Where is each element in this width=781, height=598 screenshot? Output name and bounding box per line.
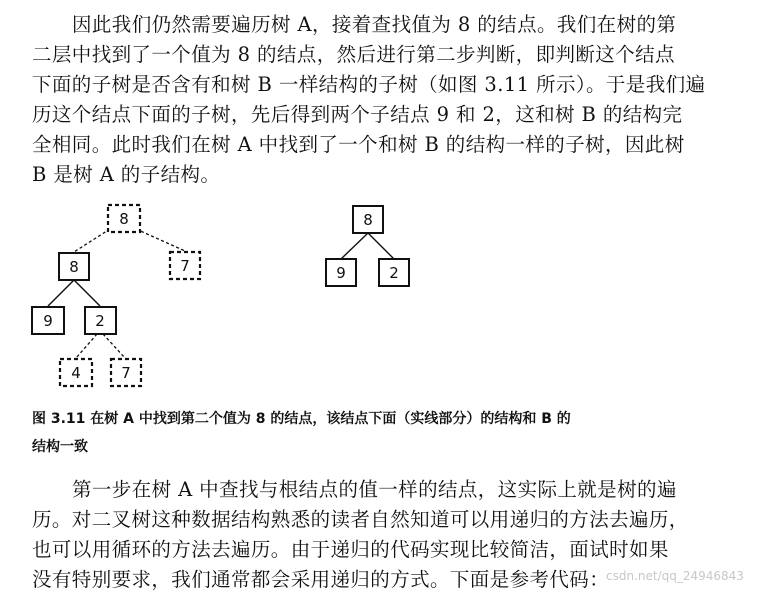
tree-a-root-right-label: 7 [180, 257, 190, 275]
paragraph-1-line: B 是树 A 的子结构。 [32, 163, 221, 186]
paragraph-1-line: 全相同。此时我们在树 A 中找到了一个和树 B 的结构一样的子树，因此树 [32, 133, 685, 156]
figure-caption-line: 结构一致 [32, 439, 88, 455]
tree-a-root-node [108, 205, 140, 232]
paragraph-1-line: 历这个结点下面的子树，先后得到两个子结点 9 和 2，这和树 B 的结构完 [32, 103, 683, 126]
tree-b-right-child-node [379, 259, 409, 286]
tree-a-root-right-node [170, 252, 200, 279]
tree-a-grand-right-label: 7 [121, 364, 131, 382]
tree-a-edge-2-right [103, 334, 125, 358]
tree-a-root-label: 8 [119, 210, 129, 228]
paragraph-2-line: 没有特别要求，我们通常都会采用递归的方式。下面是参考代码： [32, 568, 610, 591]
paragraph-1-line: 下面的子树是否含有和树 B 一样结构的子树（如图 3.11 所示）。于是我们遍 [32, 73, 706, 96]
tree-a-edge-2-left [76, 334, 97, 358]
paragraph-1-line: 二层中找到了一个值为 8 的结点，然后进行第二步判断，即判断这个结点 [32, 43, 675, 66]
tree-a-left-child-node [32, 307, 64, 334]
tree-b-left-child-label: 9 [336, 264, 346, 282]
tree-a-right-child-label: 2 [95, 312, 105, 330]
paragraph-2-line: 也可以用循环的方法去遍历。由于递归的代码实现比较简洁，面试时如果 [32, 538, 669, 561]
paragraph-2-line: 第一步在树 A 中查找与根结点的值一样的结点，这实际上就是树的遍 [72, 478, 677, 501]
tree-a-left-child-label: 9 [43, 312, 53, 330]
tree-a-edge-root-left [74, 229, 110, 252]
tree-a-grand-left-node [60, 359, 92, 386]
tree-a-second-level-label: 8 [69, 258, 79, 276]
tree-a-edge-second-right [74, 280, 100, 306]
tree-b-edge-left [341, 233, 368, 259]
paragraph-2-line: 历。对二叉树这种数据结构熟悉的读者自然知道可以用递归的方法去遍历， [32, 508, 689, 531]
tree-a-edge-second-left [48, 280, 74, 306]
tree-b-right-child-label: 2 [389, 264, 399, 282]
tree-a-right-child-node [85, 307, 116, 334]
figure-caption-line: 图 3.11 在树 A 中找到第二个值为 8 的结点，该结点下面（实线部分）的结构和 B 的 [32, 411, 571, 427]
tree-b-root-node [353, 206, 383, 233]
tree-b-left-child-node [326, 259, 356, 286]
tree-b-root-label: 8 [363, 211, 373, 229]
paragraph-1-line: 因此我们仍然需要遍历树 A，接着查找值为 8 的结点。我们在树的第 [72, 13, 677, 36]
tree-a-edge-root-right [136, 229, 185, 251]
tree-a-grand-left-label: 4 [71, 364, 81, 382]
tree-b-edge-right [368, 233, 394, 259]
tree-a-second-level-node [59, 253, 89, 280]
figure-caption [32, 405, 762, 461]
watermark: csdn.net/qq_24946843 [606, 569, 744, 583]
tree-a-grand-right-node [111, 359, 141, 386]
